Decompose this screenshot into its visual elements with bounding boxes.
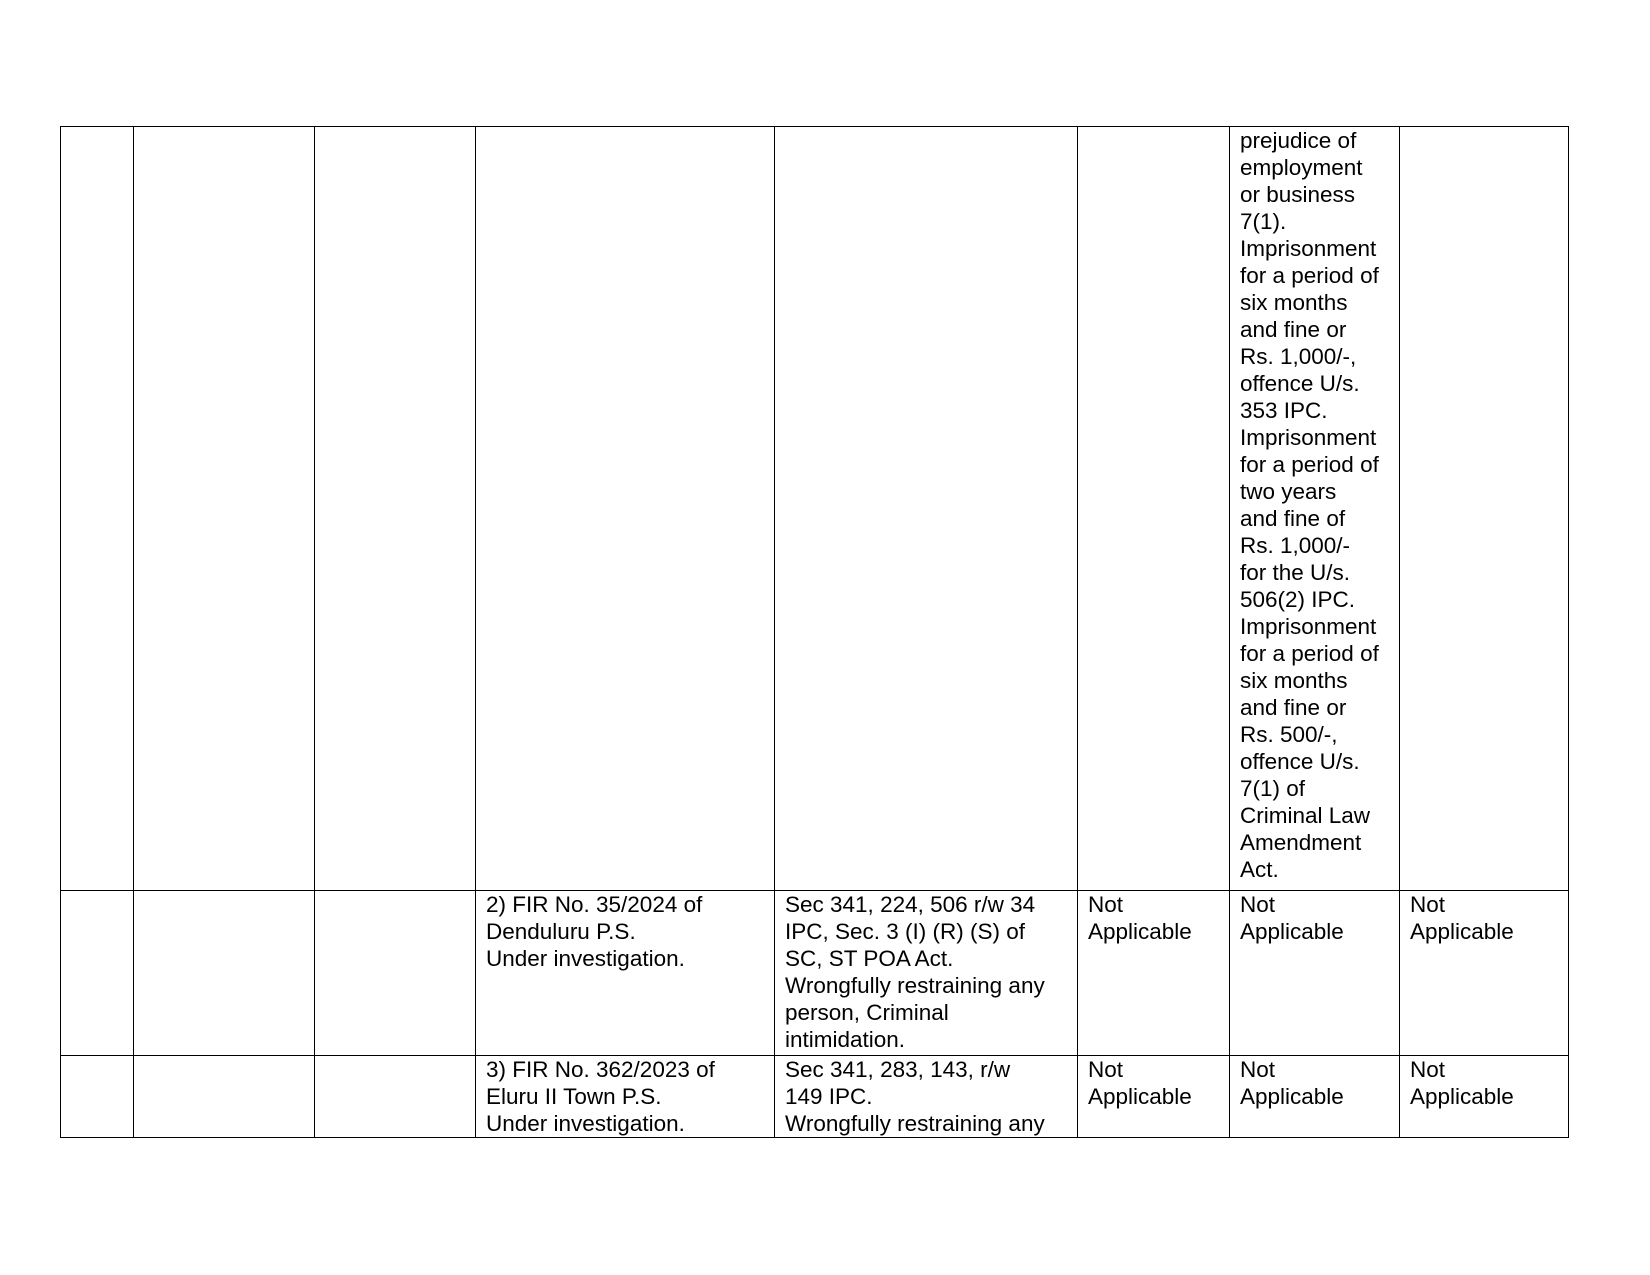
table-cell xyxy=(315,1056,476,1138)
table-cell xyxy=(61,1056,134,1138)
fir-details-cell: 3) FIR No. 362/2023 of Eluru II Town P.S. Under investigation. xyxy=(476,1056,775,1138)
table-cell xyxy=(134,891,315,1056)
table-cell xyxy=(61,891,134,1056)
table-cell xyxy=(775,127,1078,891)
table-cell xyxy=(1078,127,1230,891)
table-cell xyxy=(134,1056,315,1138)
table-row xyxy=(61,1056,1569,1138)
sections-cell: Sec 341, 283, 143, r/w 149 IPC. Wrongfully restraining any xyxy=(775,1056,1078,1138)
table-row xyxy=(61,891,1569,1056)
table-cell xyxy=(315,127,476,891)
punishment-cell: Not Applicable xyxy=(1230,1056,1400,1138)
status-cell: Not Applicable xyxy=(1078,1056,1230,1138)
punishment-cell: Not Applicable xyxy=(1230,891,1400,1056)
fir-details-cell: 2) FIR No. 35/2024 of Denduluru P.S. Under investigation. xyxy=(476,891,775,1056)
table-cell xyxy=(61,127,134,891)
table-row xyxy=(61,127,1569,891)
sections-cell: Sec 341, 224, 506 r/w 34 IPC, Sec. 3 (I) (R) (S) of SC, ST POA Act. Wrongfully restraining any person, Criminal intimidation. xyxy=(775,891,1078,1056)
case-details-table xyxy=(60,126,1569,1138)
status-cell: Not Applicable xyxy=(1078,891,1230,1056)
table-cell xyxy=(315,891,476,1056)
table-cell xyxy=(1400,127,1569,891)
table-cell xyxy=(476,127,775,891)
punishment-cell: prejudice of employment or business 7(1). Imprisonment for a period of six months and fine or Rs. 1,000/-, offence U/s. 353 IPC. Imprisonment for a period of two years and fine of Rs. 1,000/- for the U/s. 506(2) IPC. Imprisonment for a period of six months and fine or Rs. 500/-, offence U/s. 7(1) of Criminal Law Amendment Act. xyxy=(1230,127,1400,891)
status-cell: Not Applicable xyxy=(1400,1056,1569,1138)
table-cell xyxy=(134,127,315,891)
status-cell: Not Applicable xyxy=(1400,891,1569,1056)
